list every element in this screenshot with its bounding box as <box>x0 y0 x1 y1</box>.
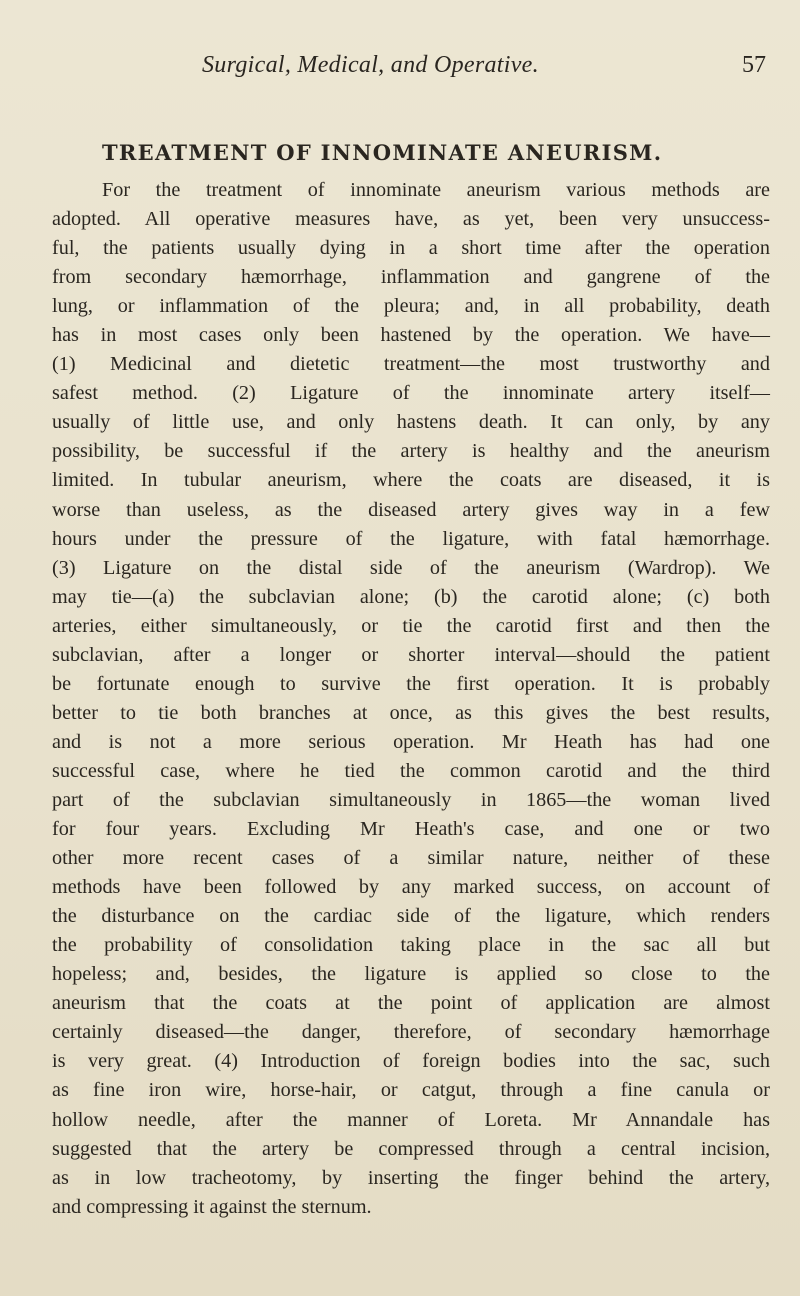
text-line: has in most cases only been hastened by the operation. We have— <box>52 324 770 347</box>
text-line: from secondary hæmorrhage, inflammation and gangrene of the <box>52 266 770 289</box>
text-line: arteries, either simultaneously, or tie the carotid first and then the <box>52 614 770 637</box>
body-text <box>52 176 770 1222</box>
text-line: suggested that the artery be compressed through a central incision, <box>52 1137 770 1160</box>
text-line: the probability of consolidation taking place in the sac all but <box>52 934 770 957</box>
text-line: (1) Medicinal and dietetic treatment—the most trustworthy and <box>52 353 770 376</box>
text-line: as fine iron wire, horse-hair, or catgut, through a fine canula or <box>52 1079 770 1102</box>
text-line: adopted. All operative measures have, as yet, been very unsuccess- <box>52 208 770 231</box>
text-line: be fortunate enough to survive the first operation. It is probably <box>52 672 770 695</box>
text-line: hopeless; and, besides, the ligature is applied so close to the <box>52 963 770 986</box>
text-line: the disturbance on the cardiac side of the ligature, which renders <box>52 905 770 928</box>
text-line: successful case, where he tied the common carotid and the third <box>52 759 770 782</box>
page-number: 57 <box>742 52 766 78</box>
text-line: possibility, be successful if the artery is healthy and the aneurism <box>52 440 770 463</box>
page-header <box>52 52 770 86</box>
text-line: safest method. (2) Ligature of the innominate artery itself— <box>52 382 770 405</box>
text-line: may tie—(a) the subclavian alone; (b) the carotid alone; (c) both <box>52 585 770 608</box>
text-line: ful, the patients usually dying in a short time after the operation <box>52 237 770 260</box>
text-line: worse than useless, as the diseased artery gives way in a few <box>52 498 770 521</box>
running-title: Surgical, Medical, and Operative. <box>202 52 539 78</box>
text-line: lung, or inflammation of the pleura; and, in all probability, death <box>52 295 770 318</box>
text-line: hours under the pressure of the ligature, with fatal hæmorrhage. <box>52 527 770 550</box>
text-line: certainly diseased—the danger, therefore, of secondary hæmorrhage <box>52 1021 770 1044</box>
text-line: part of the subclavian simultaneously in 1865—the woman lived <box>52 788 770 811</box>
text-line: is very great. (4) Introduction of foreign bodies into the sac, such <box>52 1050 770 1073</box>
text-line: methods have been followed by any marked success, on account of <box>52 876 770 899</box>
text-line: and compressing it against the sternum. <box>52 1195 372 1218</box>
text-line: hollow needle, after the manner of Loreta. Mr Annandale has <box>52 1108 770 1131</box>
text-line: other more recent cases of a similar nature, neither of these <box>52 847 770 870</box>
section-heading: TREATMENT OF INNOMINATE ANEURISM. <box>102 140 663 165</box>
text-line: and is not a more serious operation. Mr Heath has had one <box>52 730 770 753</box>
text-line: For the treatment of innominate aneurism various methods are <box>102 179 770 201</box>
text-line: subclavian, after a longer or shorter interval—should the patient <box>52 643 770 666</box>
text-line: limited. In tubular aneurism, where the coats are diseased, it is <box>52 469 770 492</box>
text-line: for four years. Excluding Mr Heath's case, and one or two <box>52 818 770 841</box>
text-line: (3) Ligature on the distal side of the aneurism (Wardrop). We <box>52 556 770 579</box>
text-line: better to tie both branches at once, as this gives the best results, <box>52 701 770 724</box>
text-line: aneurism that the coats at the point of application are almost <box>52 992 770 1015</box>
text-line: as in low tracheotomy, by inserting the finger behind the artery, <box>52 1166 770 1189</box>
text-line: usually of little use, and only hastens death. It can only, by any <box>52 411 770 434</box>
